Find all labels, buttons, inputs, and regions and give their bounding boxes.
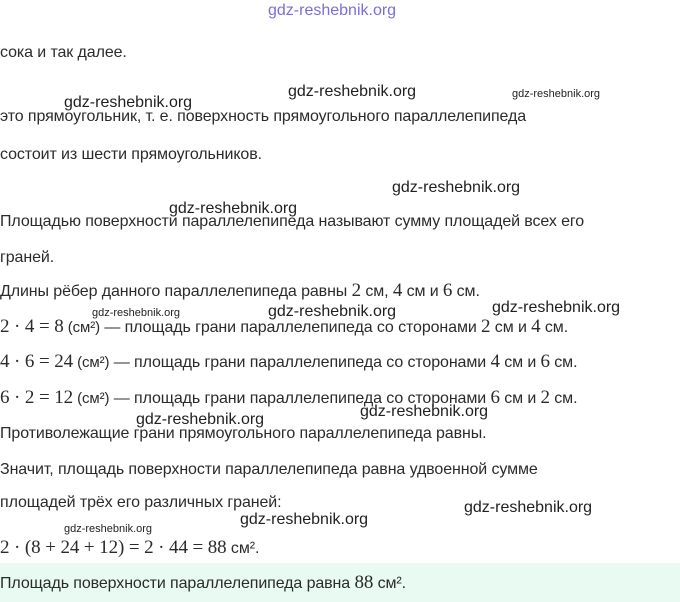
watermark: gdz-reshebnik.org — [169, 200, 298, 217]
unit-total: см². — [226, 540, 260, 557]
watermark: gdz-reshebnik.org — [492, 299, 621, 316]
edge-value-2: 4 — [392, 280, 403, 301]
watermark: gdz-reshebnik.org — [512, 88, 601, 100]
text-line-face-2 — [0, 352, 577, 373]
edges-text: Длины рёбер данного параллелепипеда равны — [0, 283, 352, 300]
edges-unit-3: см. — [452, 283, 480, 300]
watermark: gdz-reshebnik.org — [268, 303, 397, 320]
side-b-face-1: 4 — [531, 316, 541, 337]
watermark: gdz-reshebnik.org — [64, 94, 193, 111]
side-a-face-1: 2 — [481, 316, 491, 337]
desc-face-2: — площадь грани параллелепипеда со сторонами — [109, 354, 491, 371]
formula-total: 2 · (8 + 24 + 12) = 2 · 44 = 88 — [0, 537, 227, 558]
edge-value-3: 6 — [442, 280, 453, 301]
answer-text: Площадь поверхности параллелепипеда равна — [0, 575, 355, 592]
text-line-2: это прямоугольник, т. е. поверхность прямоугольного параллелепипеда — [0, 108, 527, 125]
unit-face-2: (см²) — [73, 354, 110, 371]
formula-face-3: 6 · 2 = 12 — [0, 387, 74, 408]
watermark: gdz-reshebnik.org — [288, 83, 417, 100]
watermark: gdz-reshebnik.org — [64, 523, 153, 535]
text-line-conclusion-2: площадей трёх его различных граней: — [0, 494, 282, 511]
side-b-face-2: 6 — [540, 351, 550, 372]
text-line-opposite: Противолежащие грани прямоугольного параллелепипеда равны. — [0, 425, 487, 442]
watermark: gdz-reshebnik.org — [392, 179, 521, 196]
watermark: gdz-reshebnik.org — [360, 403, 489, 420]
desc-face-3: — площадь грани параллелепипеда со сторонами — [109, 390, 491, 407]
edges-unit-2: см и — [402, 283, 443, 300]
and-face-1: см и — [490, 319, 532, 336]
text-line-total — [0, 538, 259, 559]
text-line-edges — [0, 281, 480, 302]
text-line-5: граней. — [0, 249, 55, 266]
side-b-face-3: 2 — [540, 387, 550, 408]
unit-face-1: (см²) — [63, 319, 101, 336]
and-face-2: см и — [499, 354, 541, 371]
answer-unit: см². — [373, 575, 406, 592]
edge-value-1: 2 — [351, 280, 361, 301]
end-face-3: см. — [549, 390, 578, 407]
edges-unit-1: см, — [360, 283, 393, 300]
text-line-face-3 — [0, 388, 577, 409]
watermark: gdz-reshebnik.org — [464, 499, 593, 516]
text-line-conclusion: Значит, площадь поверхности параллелепипеда равна удвоенной сумме — [0, 461, 538, 478]
answer-line — [0, 573, 406, 594]
desc-face-1: — площадь грани параллелепипеда со сторонами — [100, 319, 482, 336]
watermark: gdz-reshebnik.org — [92, 307, 181, 319]
text-line-4: Площадью поверхности параллелепипеда называют сумму площадей всех его — [0, 213, 585, 230]
side-a-face-2: 4 — [490, 351, 500, 372]
watermark-top: gdz-reshebnik.org — [268, 2, 397, 19]
end-face-2: см. — [549, 354, 578, 371]
text-line-3: состоит из шести прямоугольников. — [0, 146, 262, 163]
text-line-1: сока и так далее. — [0, 44, 127, 61]
watermark: gdz-reshebnik.org — [240, 511, 369, 528]
formula-face-1: 2 · 4 = 8 — [0, 316, 64, 337]
answer-value: 88 — [354, 572, 374, 593]
end-face-1: см. — [540, 319, 569, 336]
unit-face-3: (см²) — [73, 390, 110, 407]
and-face-3: см и — [499, 390, 541, 407]
side-a-face-3: 6 — [490, 387, 500, 408]
watermark: gdz-reshebnik.org — [136, 411, 265, 428]
formula-face-2: 4 · 6 = 24 — [0, 351, 74, 372]
